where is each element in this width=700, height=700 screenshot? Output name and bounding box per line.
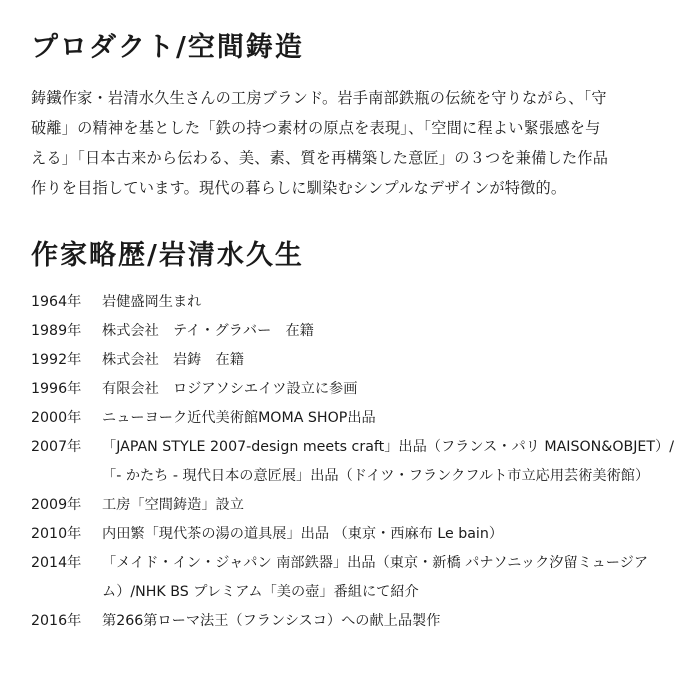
description-line: 破離」の精神を基とした「鉄の持つ素材の原点を表現」、「空間に程よい緊張感を与 [31, 119, 601, 137]
description-line: える」「日本古来から伝わる、美、素、質を再構築した意匠」の３つを兼備した作品 [31, 149, 609, 167]
description-line: 鋳鐵作家・岩清水久生さんの工房ブランド。岩手南部鉄瓶の伝統を守りながら、「守 [31, 89, 607, 107]
profile-heading: 作家略歴/岩清水久生 [31, 240, 304, 271]
history-event: 工房「空間鋳造」設立 [102, 497, 244, 513]
history-item [31, 549, 681, 607]
history-event: 株式会社 岩鋳 在籍 [102, 352, 244, 368]
history-item [31, 491, 681, 520]
history-item [31, 317, 681, 346]
history-item [31, 433, 681, 491]
history-item [31, 520, 681, 549]
history-item [31, 346, 681, 375]
history-year: 1996年 [31, 381, 82, 397]
history-list [31, 288, 681, 636]
history-item [31, 375, 681, 404]
history-event: 内田繁「現代茶の湯の道具展」出品 （東京・西麻布 Le bain） [102, 526, 504, 542]
history-year: 2007年 [31, 439, 82, 455]
history-year: 2014年 [31, 555, 82, 571]
history-year: 1989年 [31, 323, 82, 339]
description-line: 作りを目指しています。現代の暮らしに馴染むシンプルなデザインが特徴的。 [31, 179, 567, 197]
history-event: 岩健盛岡生まれ [102, 294, 202, 310]
product-description [31, 83, 671, 203]
history-event: 有限会社 ロジアソシエイツ設立に参画 [102, 381, 358, 397]
history-item [31, 404, 681, 433]
history-year: 2009年 [31, 497, 82, 513]
product-heading: プロダクト/空間鋳造 [31, 32, 304, 63]
history-year: 2016年 [31, 613, 82, 629]
history-year: 2010年 [31, 526, 82, 542]
history-event: 第266第ローマ法王（フランシスコ）への献上品製作 [102, 613, 441, 629]
history-year: 2000年 [31, 410, 82, 426]
history-item [31, 607, 681, 636]
history-year: 1964年 [31, 294, 82, 310]
history-event: 株式会社 テイ・グラバー 在籍 [102, 323, 314, 339]
history-item [31, 288, 681, 317]
history-year: 1992年 [31, 352, 82, 368]
history-event: 「メイド・イン・ジャパン 南部鉄器」出品（東京・新橋 パナソニック汐留ミュージアム）/NHK BS プレミアム「美の壺」番組にて紹介 [102, 555, 649, 600]
history-event: ニューヨーク近代美術館MOMA SHOP出品 [102, 410, 376, 426]
history-event: 「JAPAN STYLE 2007-design meets craft」出品（フランス・パリ MAISON&OBJET）/「- かたち - 現代日本の意匠展」出品（ドイツ・フランクフルト市立応用芸術美術館） [102, 439, 675, 484]
